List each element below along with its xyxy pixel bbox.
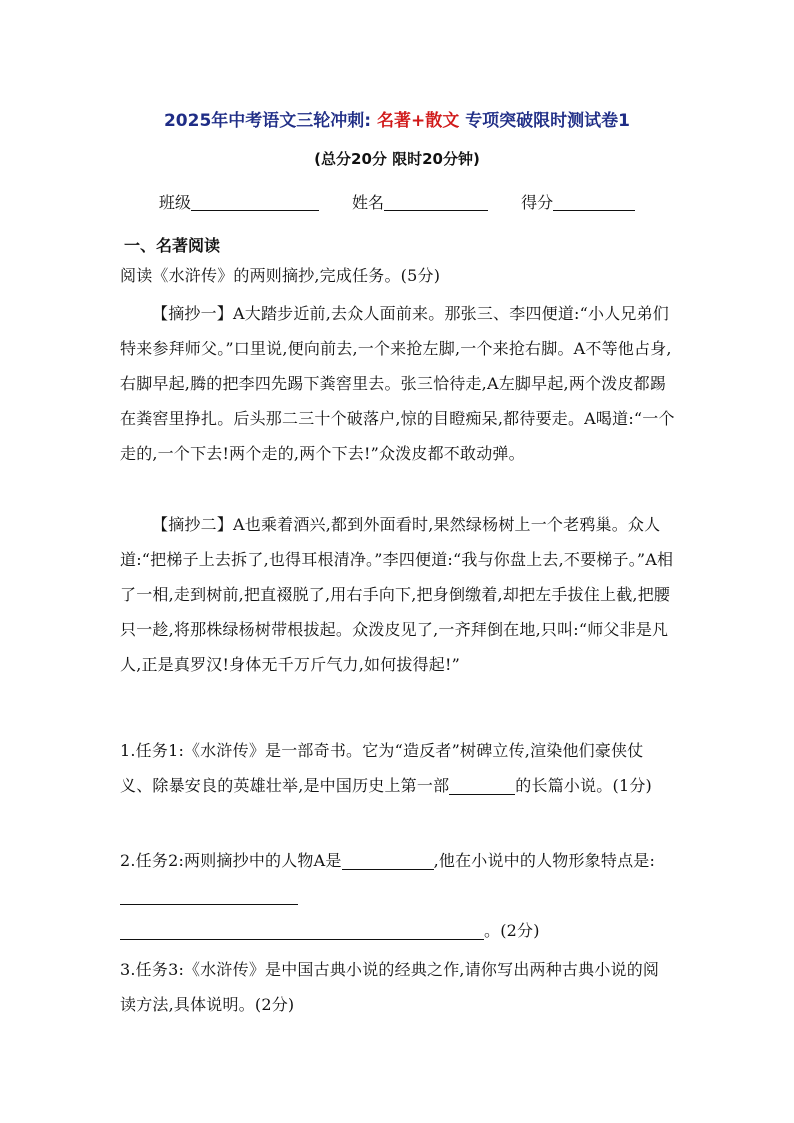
question-1-tail: 的长篇小说。(1分) <box>515 776 652 795</box>
page-title <box>0 106 794 131</box>
section-heading: 一、名著阅读 <box>124 236 221 255</box>
score-field <box>521 190 635 213</box>
title-part3: 专项突破限时测试卷1 <box>465 111 631 131</box>
class-blank[interactable] <box>191 194 319 211</box>
page-subtitle: (总分20分 限时20分钟) <box>314 150 480 168</box>
question-2 <box>120 843 675 948</box>
class-label: 班级 <box>158 193 191 212</box>
question-3: 3.任务3:《水浒传》是中国古典小说的经典之作,请你写出两种古典小说的阅读方法,具体说明。(2分) <box>120 960 660 1014</box>
name-field <box>352 190 488 213</box>
student-info-line <box>0 190 794 213</box>
question-1 <box>120 733 675 803</box>
intro-text: 阅读《水浒传》的两则摘抄,完成任务。(5分) <box>120 266 441 285</box>
question-2-blank-traits[interactable] <box>120 886 298 905</box>
title-highlight: 名著+散文 <box>377 111 460 131</box>
name-label: 姓名 <box>351 193 384 212</box>
name-blank[interactable] <box>384 194 488 211</box>
excerpt-two: 【摘抄二】A也乘着酒兴,都到外面看时,果然绿杨树上一个老鸦巢。众人道:“把梯子上去拆了,也得耳根清净。”李四便道:“我与你盘上去,不要梯子。”A相了一相,走到树前,把直裰脱了,用右手向下,把身倒缴着,却把左手拔住上截,把腰只一趁,将那株绿杨树带根拔起。众泼皮见了,一齐拜倒在地,只叫:“师父非是凡人,正是真罗汉!身体无千万斤气力,如何拔得起!” <box>120 515 674 674</box>
question-2-blank-character[interactable] <box>342 851 434 870</box>
question-2-mid: ,他在小说中的人物形象特点是: <box>433 851 656 870</box>
score-blank[interactable] <box>553 194 635 211</box>
question-2-blank-continued[interactable] <box>120 921 484 940</box>
title-part1: 2025年中考语文三轮冲刺: <box>163 111 372 131</box>
question-2-tail: 。(2分) <box>484 921 540 940</box>
class-field <box>159 190 319 213</box>
excerpt-one: 【摘抄一】A大踏步近前,去众人面前来。那张三、李四便道:“小人兄弟们特来参拜师父。”口里说,便向前去,一个来抢左脚,一个来抢右脚。A不等他占身,右脚早起,腾的把李四先踢下粪窖里去。张三恰待走,A左脚早起,两个泼皮都踢在粪窖里挣扎。后头那二三十个破落户,惊的目瞪痴呆,都待要走。A喝道:“一个走的,一个下去!两个走的,两个下去!”众泼皮都不敢动弹。 <box>120 304 675 463</box>
question-1-text: 1.任务1:《水浒传》是一部奇书。它为“造反者”树碑立传,渲染他们豪侠仗义、除暴安良的英雄壮举,是中国历史上第一部 <box>120 741 644 795</box>
question-1-blank[interactable] <box>449 776 515 795</box>
score-label: 得分 <box>521 193 554 212</box>
question-2-text: 2.任务2:两则摘抄中的人物A是 <box>120 851 342 870</box>
